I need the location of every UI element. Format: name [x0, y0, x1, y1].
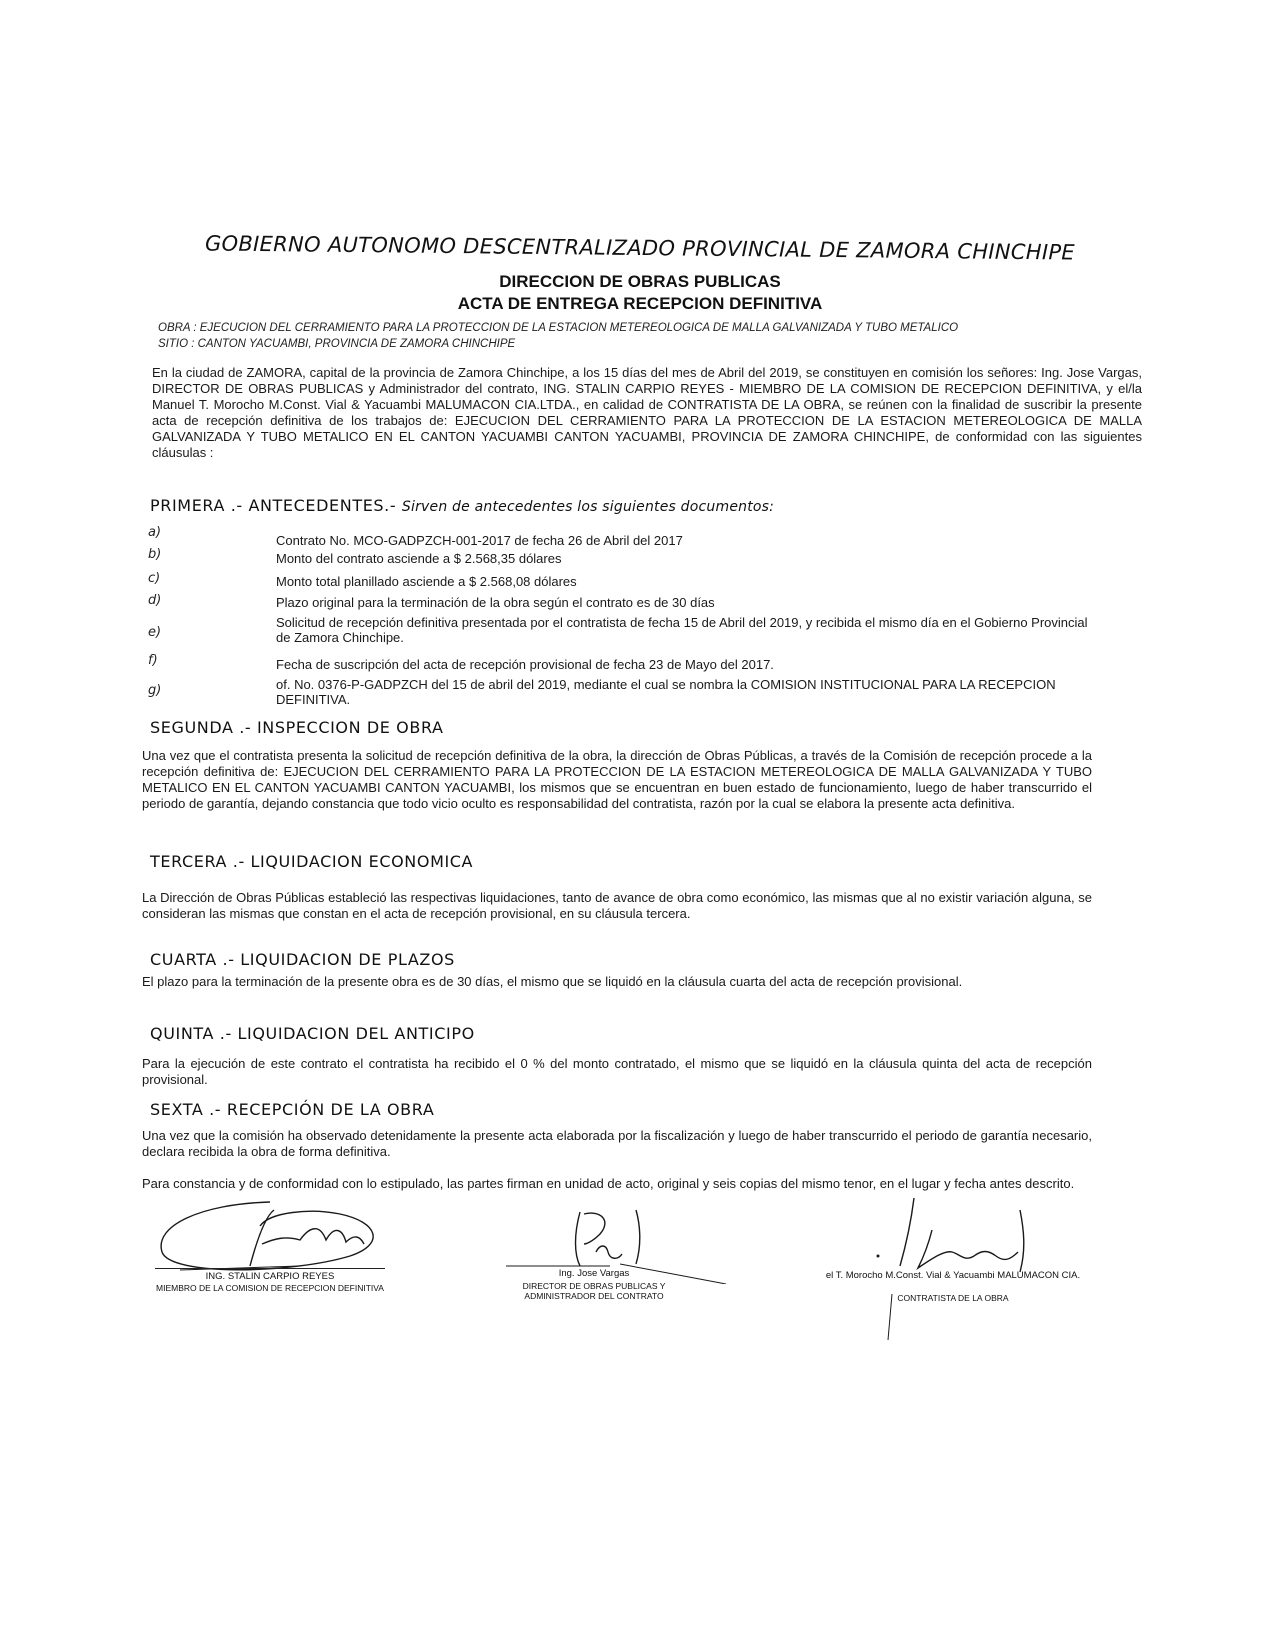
section-segunda-text: Una vez que el contratista presenta la solicitud de recepción definitiva de la obra, la dirección de Obras Públicas, a través de la Comisión de recepción procede a la recepción definitiva de: EJECUCION DEL CERRAMIENTO PARA LA PROTECCION DE LA ESTACION METEREOLOGICA DE MALLA GALVANIZADA Y TUBO METALICO EN EL CANTON YACUAMBI CANTON YACUAMBI, los mismos que se encuentran en buen estado de funcionamiento, luego de haber transcurrido el periodo de garantía, dejando constancia que todo vicio oculto es responsabilidad del contratista, razón por la cual se elabora la presente acta definitiva.	[142, 748, 1092, 811]
act-title: ACTA DE ENTREGA RECEPCION DEFINITIVA	[457, 294, 823, 313]
section-tercera-title: TERCERA .- LIQUIDACION ECONOMICA	[150, 852, 474, 871]
section-sexta-text: Una vez que la comisión ha observado detenidamente la presente acta elaborada por la fiscalización y luego de haber transcurrido el periodo de garantía necesario, declara recibida la obra de forma definitiva.	[142, 1128, 1092, 1159]
list-item-letter: d)	[148, 593, 162, 608]
section-tercera-text: La Dirección de Obras Públicas estableció las respectivas liquidaciones, tanto de avance de obra como económico, las mismas que al no existir variación alguna, se consideran las mismas que constan en el acta de recepción provisional, en su cláusula tercera.	[142, 890, 1092, 921]
list-item-letter: b)	[148, 547, 162, 562]
list-item-letter: a)	[148, 525, 162, 540]
signature-2-name: Ing. Jose Vargas	[558, 1268, 630, 1279]
signature-1-name: ING. STALIN CARPIO REYES	[205, 1271, 335, 1282]
section-segunda-title: SEGUNDA .- INSPECCION DE OBRA	[150, 718, 444, 737]
list-item-text: Monto del contrato asciende a $ 2.568,35 dólares	[276, 551, 562, 566]
section-cuarta-title: CUARTA .- LIQUIDACION DE PLAZOS	[150, 950, 455, 969]
section-primera-title: PRIMERA .- ANTECEDENTES.-	[150, 496, 397, 515]
section-sexta-title: SEXTA .- RECEPCIÓN DE LA OBRA	[150, 1100, 435, 1119]
signature-1-line	[155, 1268, 385, 1269]
direction-header: DIRECCION DE OBRAS PUBLICAS	[499, 272, 781, 291]
signature-3-scribble	[870, 1190, 1090, 1340]
list-item-text: Solicitud de recepción definitiva presentada por el contratista de fecha 15 de Abril del 2019, y recibida el mismo día en el Gobierno Provincial de Zamora Chinchipe.	[276, 615, 1088, 645]
section-primera-heading	[150, 496, 774, 515]
signature-3	[810, 1270, 1096, 1303]
signature-1	[140, 1268, 400, 1293]
section-cuarta-text: El plazo para la terminación de la presente obra es de 30 días, el mismo que se liquidó en la cláusula cuarta del acta de recepción provisional.	[142, 974, 963, 989]
signature-3-name: el T. Morocho M.Const. Vial & Yacuambi MALUMACON CIA.	[825, 1270, 1081, 1281]
section-quinta-title: QUINTA .- LIQUIDACION DEL ANTICIPO	[150, 1024, 475, 1043]
list-item-letter: e)	[148, 625, 162, 640]
intro-paragraph: En la ciudad de ZAMORA, capital de la provincia de Zamora Chinchipe, a los 15 días del mes de Abril del 2019, se constituyen en comisión los señores: Ing. Jose Vargas, DIRECTOR DE OBRAS PUBLICAS y Administrador del contrato, ING. STALIN CARPIO REYES - MIEMBRO DE LA COMISION DE RECEPCION DEFINITIVA, y el/la Manuel T. Morocho M.Const. Vial & Yacuambi MALUMACON CIA.LTDA., en calidad de CONTRATISTA DE LA OBRA, se reúnen con la finalidad de suscribir la presente acta de recepción definitiva de los trabajos de: EJECUCION DEL CERRAMIENTO PARA LA PROTECCION DE LA ESTACION METEREOLOGICA DE MALLA GALVANIZADA Y TUBO METALICO EN EL CANTON YACUAMBI CANTON YACUAMBI, PROVINCIA DE ZAMORA CHINCHIPE, de conformidad con las siguientes cláusulas :	[152, 365, 1142, 460]
signature-2	[494, 1268, 694, 1301]
list-item-text: Contrato No. MCO-GADPZCH-001-2017 de fecha 26 de Abril del 2017	[276, 533, 683, 548]
list-item-letter: f)	[148, 653, 158, 668]
signature-1-role: MIEMBRO DE LA COMISION DE RECEPCION DEFINITIVA	[156, 1283, 384, 1293]
list-item-text: Plazo original para la terminación de la obra según el contrato es de 30 días	[276, 595, 715, 610]
section-quinta-text: Para la ejecución de este contrato el contratista ha recibido el 0 % del monto contratado, el mismo que se liquidó en la cláusula quinta del acta de recepción provisional.	[142, 1056, 1092, 1087]
signature-2-role: DIRECTOR DE OBRAS PUBLICAS Y ADMINISTRADOR DEL CONTRATO	[522, 1281, 666, 1301]
list-item-letter: c)	[148, 571, 161, 586]
obra-line: OBRA : EJECUCION DEL CERRAMIENTO PARA LA PROTECCION DE LA ESTACION METEREOLOGICA DE MALLA GALVANIZADA Y TUBO METALICO	[158, 322, 959, 334]
government-header: GOBIERNO AUTONOMO DESCENTRALIZADO PROVINCIAL DE ZAMORA CHINCHIPE	[204, 231, 1076, 265]
list-item-text: of. No. 0376-P-GADPZCH del 15 de abril del 2019, mediante el cual se nombra la COMISION INSTITUCIONAL PARA LA RECEPCION DEFINITIVA.	[276, 677, 1056, 707]
closing-paragraph: Para constancia y de conformidad con lo estipulado, las partes firman en unidad de acto, original y seis copias del mismo tenor, en el lugar y fecha antes descrito.	[142, 1176, 1075, 1191]
section-primera-subtitle: Sirven de antecedentes los siguientes documentos:	[401, 499, 775, 515]
list-item-letter: g)	[148, 683, 162, 698]
list-item-text: Monto total planillado asciende a $ 2.568,08 dólares	[276, 574, 577, 589]
list-item-text: Fecha de suscripción del acta de recepción provisional de fecha 23 de Mayo del 2017.	[276, 657, 774, 672]
sitio-line: SITIO : CANTON YACUAMBI, PROVINCIA DE ZAMORA CHINCHIPE	[158, 338, 516, 350]
signature-3-role: CONTRATISTA DE LA OBRA	[897, 1293, 1009, 1303]
